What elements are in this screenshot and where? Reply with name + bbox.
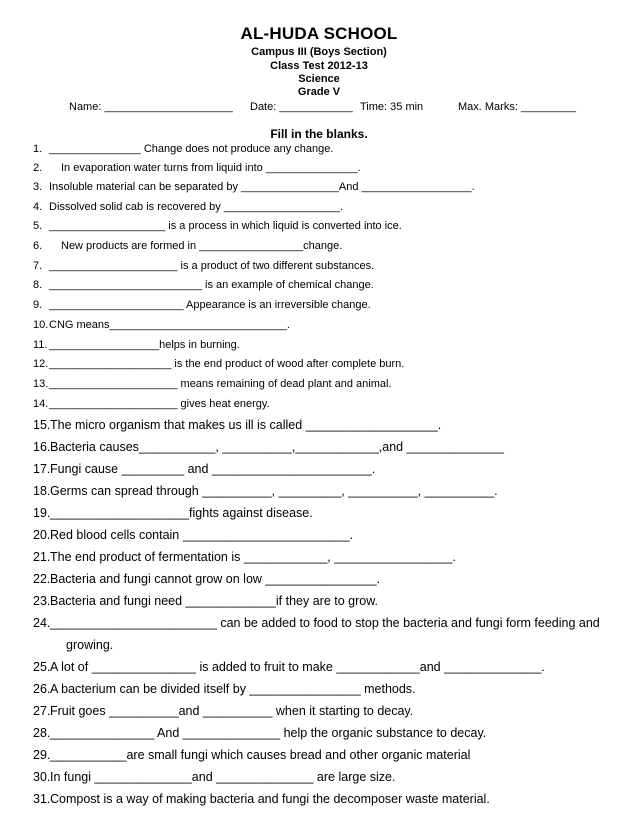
question-text: ______________________ Appearance is an irreversible change. bbox=[49, 299, 371, 311]
question-text: _______________ Change does not produce any change. bbox=[49, 143, 334, 155]
question-text: _____________________ means remaining of dead plant and animal. bbox=[49, 378, 392, 390]
question-number: 4. bbox=[33, 201, 43, 213]
question-number: 2. bbox=[33, 162, 43, 174]
question-item bbox=[33, 299, 371, 311]
question-number: 21. bbox=[33, 550, 51, 564]
question-item bbox=[33, 704, 413, 718]
question-number: 11. bbox=[33, 339, 48, 351]
question-number: 19. bbox=[33, 506, 51, 520]
name-field: Name: _____________________ bbox=[69, 101, 233, 113]
question-text: Compost is a way of making bacteria and fungi the decomposer waste material. bbox=[50, 792, 490, 806]
question-number: 1. bbox=[33, 143, 43, 155]
question-item bbox=[33, 143, 333, 155]
grade-line: Grade V bbox=[297, 86, 341, 98]
question-number: 7. bbox=[33, 260, 43, 272]
question-number: 28. bbox=[33, 726, 51, 740]
question-number: 5. bbox=[33, 220, 43, 232]
question-item bbox=[33, 726, 486, 740]
question-item bbox=[33, 594, 378, 608]
question-number: 13. bbox=[33, 378, 49, 390]
question-item bbox=[33, 319, 290, 331]
question-text: _________________________ is an example of chemical change. bbox=[49, 279, 374, 291]
question-text: Bacteria and fungi cannot grow on low ________________. bbox=[50, 572, 381, 586]
question-item bbox=[33, 398, 270, 410]
date-field: Date: ____________ bbox=[250, 101, 353, 113]
student-info-row bbox=[0, 101, 638, 115]
question-number: 23. bbox=[33, 594, 51, 608]
max-marks-field: Max. Marks: _________ bbox=[458, 101, 577, 113]
question-number: 12. bbox=[33, 358, 49, 370]
question-number: 17. bbox=[33, 462, 51, 476]
question-text: Red blood cells contain ________________________. bbox=[50, 528, 354, 542]
question-number: 6. bbox=[33, 240, 43, 252]
question-number: 22. bbox=[33, 572, 51, 586]
question-number: 8. bbox=[33, 279, 43, 291]
question-item bbox=[33, 418, 441, 432]
question-text: A lot of _______________ is added to fruit to make ____________and ______________. bbox=[50, 660, 545, 674]
question-text: ___________________ is a process in which liquid is converted into ice. bbox=[49, 220, 402, 232]
question-number: 26. bbox=[33, 682, 51, 696]
question-number: 9. bbox=[33, 299, 43, 311]
question-text: Bacteria and fungi need _____________if they are to grow. bbox=[50, 594, 379, 608]
question-text: The micro organism that makes us ill is called ___________________. bbox=[50, 418, 442, 432]
question-item bbox=[33, 792, 490, 806]
question-number: 31. bbox=[33, 792, 51, 806]
question-text: ___________are small fungi which causes bread and other organic material bbox=[50, 748, 471, 762]
question-text: Fruit goes __________and __________ when it starting to decay. bbox=[50, 704, 414, 718]
question-item bbox=[33, 220, 402, 232]
question-number: 25. bbox=[33, 660, 51, 674]
question-item bbox=[33, 462, 375, 476]
question-item bbox=[33, 201, 343, 213]
question-item bbox=[33, 484, 498, 498]
question-text: Fungi cause _________ and _______________________. bbox=[50, 462, 376, 476]
question-item bbox=[33, 660, 545, 674]
question-number: 14. bbox=[33, 398, 49, 410]
question-text: _____________________ gives heat energy. bbox=[49, 398, 270, 410]
question-text: __________________helps in burning. bbox=[49, 339, 240, 351]
question-item bbox=[33, 528, 353, 542]
question-number: 15. bbox=[33, 418, 51, 432]
section-title: Fill in the blanks. bbox=[270, 127, 368, 141]
school-name: AL-HUDA SCHOOL bbox=[240, 24, 398, 43]
question-text: Dissolved solid cab is recovered by ___________________. bbox=[49, 201, 344, 213]
question-text: _____________________ is a product of two different substances. bbox=[49, 260, 375, 272]
question-item bbox=[33, 260, 374, 272]
question-text: In fungi ______________and ______________ are large size. bbox=[50, 770, 396, 784]
question-item bbox=[33, 162, 361, 174]
question-text: Insoluble material can be separated by ________________And __________________. bbox=[49, 181, 475, 193]
question-item bbox=[33, 240, 342, 252]
question-item bbox=[33, 572, 380, 586]
question-item bbox=[33, 279, 374, 291]
time-field: Time: 35 min bbox=[360, 101, 424, 113]
question-item bbox=[33, 748, 470, 762]
question-item bbox=[33, 616, 600, 630]
question-number: 27. bbox=[33, 704, 51, 718]
question-item bbox=[33, 682, 416, 696]
question-item bbox=[33, 506, 313, 520]
question-text: Bacteria causes___________, __________,____________,and ______________ bbox=[50, 440, 504, 454]
question-number: 16. bbox=[33, 440, 51, 454]
question-item bbox=[33, 550, 456, 564]
question-number: 30. bbox=[33, 770, 51, 784]
question-text: _______________ And ______________ help the organic substance to decay. bbox=[50, 726, 487, 740]
question-item bbox=[33, 770, 395, 784]
question-number: 29. bbox=[33, 748, 51, 762]
question-text: ____________________ is the end product of wood after complete burn. bbox=[49, 358, 405, 370]
question-text: Germs can spread through __________, _________, __________, __________. bbox=[50, 484, 498, 498]
question-number: 10. bbox=[33, 319, 49, 331]
question-item bbox=[33, 181, 475, 193]
question-item bbox=[33, 440, 504, 454]
question-number: 20. bbox=[33, 528, 51, 542]
question-text: ________________________ can be added to food to stop the bacteria and fungi form feeding and bbox=[50, 616, 600, 630]
question-number: 18. bbox=[33, 484, 51, 498]
question-number: 24. bbox=[33, 616, 51, 630]
question-item bbox=[33, 378, 392, 390]
question-text: CNG means_____________________________. bbox=[49, 319, 290, 331]
question-item bbox=[33, 358, 404, 370]
question-text: ____________________fights against disease. bbox=[50, 506, 313, 520]
test-line: Class Test 2012-13 bbox=[270, 60, 368, 72]
question-item bbox=[33, 339, 240, 351]
question-text: New products are formed in _________________change. bbox=[61, 240, 343, 252]
question-continuation: growing. bbox=[66, 638, 114, 652]
campus-line: Campus III (Boys Section) bbox=[251, 46, 387, 58]
subject-line: Science bbox=[298, 73, 340, 85]
question-text: A bacterium can be divided itself by ________________ methods. bbox=[50, 682, 416, 696]
question-number: 3. bbox=[33, 181, 43, 193]
question-text: In evaporation water turns from liquid into _______________. bbox=[61, 162, 361, 174]
question-text: The end product of fermentation is ____________, _________________. bbox=[50, 550, 456, 564]
